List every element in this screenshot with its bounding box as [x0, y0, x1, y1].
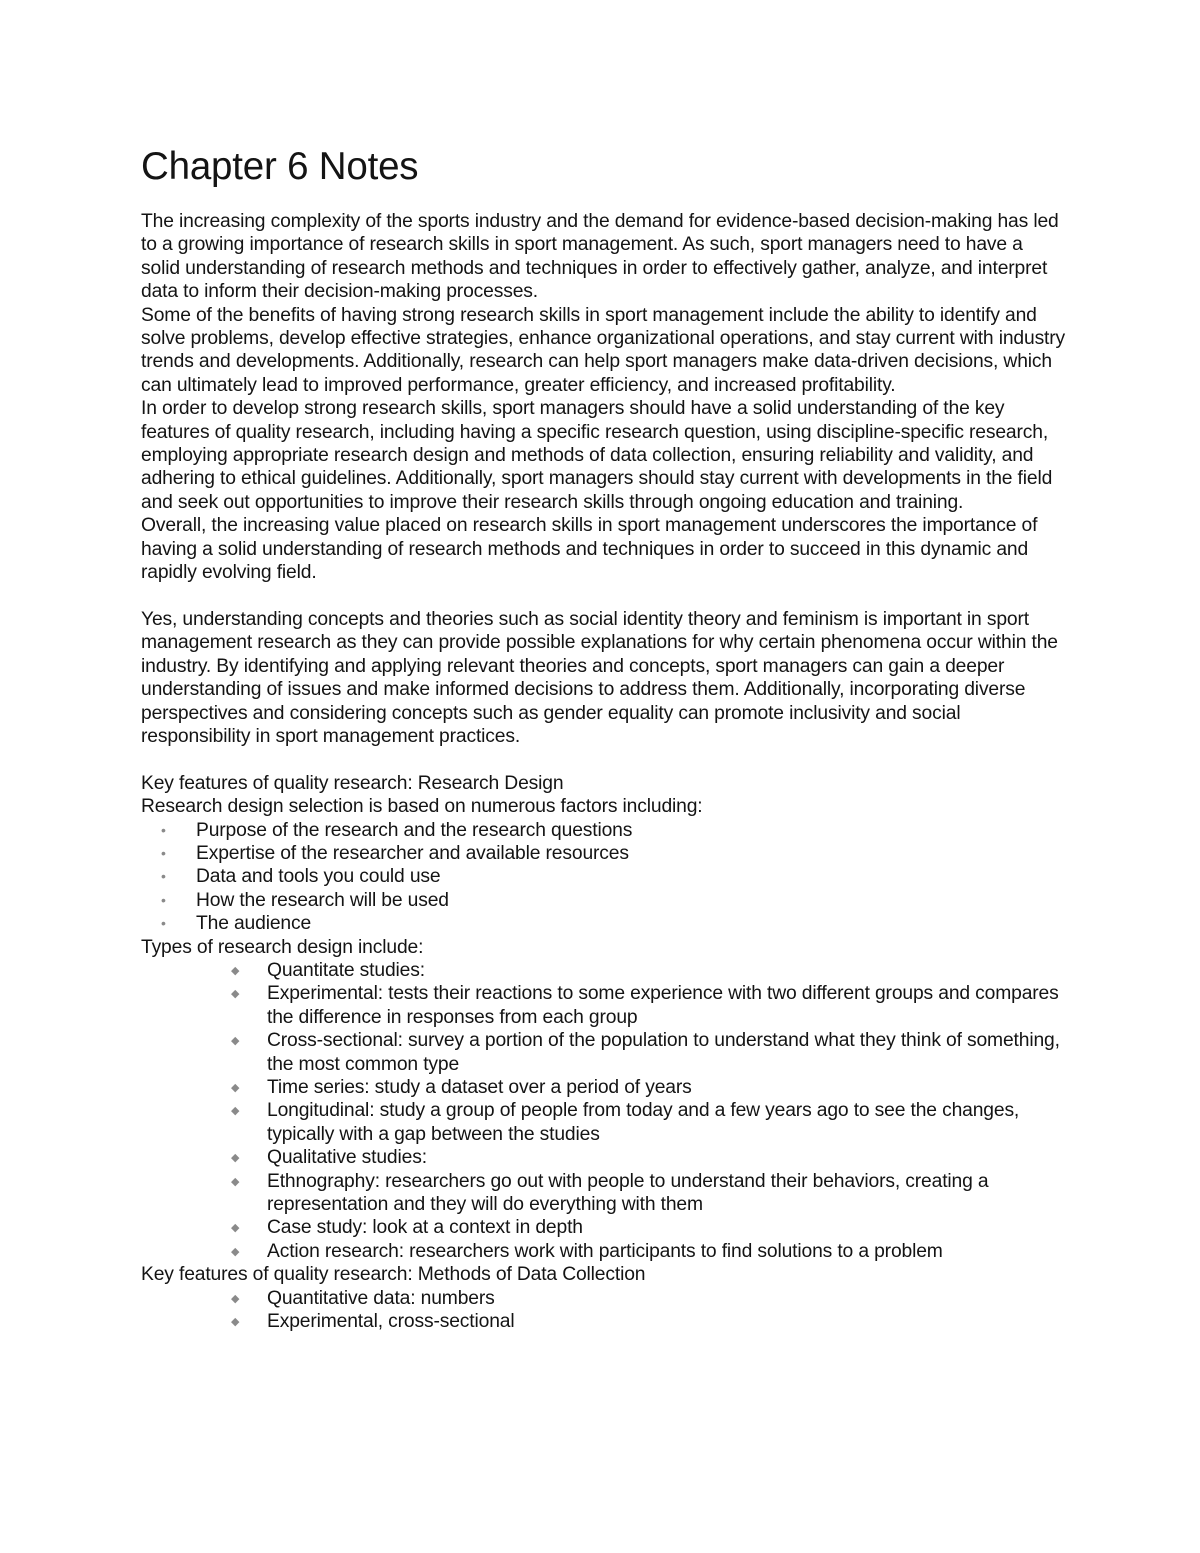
- factors-list: [141, 819, 1066, 936]
- bullet-icon: ◆: [231, 1316, 240, 1329]
- bullet-icon: •: [161, 915, 166, 932]
- list-item: ◆ Action research: researchers work with participants to find solutions to a problem: [141, 1240, 1066, 1263]
- bullet-icon: ◆: [231, 1222, 240, 1235]
- bullet-icon: ◆: [231, 1292, 240, 1305]
- bullet-icon: •: [161, 844, 166, 861]
- types-list: [141, 959, 1066, 1263]
- list-item: ◆ Ethnography: researchers go out with people to understand their behaviors, creating a representation and they will do everything with them: [231, 1170, 989, 1216]
- list-item: • Data and tools you could use: [161, 866, 441, 888]
- paragraph-intro: The increasing complexity of the sports industry and the demand for evidence-based decision-making has led to a growing importance of research skills in sport management. As such, sport managers need to have a solid understanding of research methods and techniques in order to effectively gather, analyze, and interpret data to inform their decision-making processes.: [141, 211, 1059, 303]
- research-design-intro: Research design selection is based on numerous factors including:: [141, 796, 703, 818]
- list-item: ◆ Experimental: tests their reactions to some experience with two different groups and compares the difference in responses from each group: [231, 983, 1059, 1028]
- list-item: ◆ Quantitate studies:: [141, 959, 1066, 982]
- bullet-icon: •: [161, 821, 166, 838]
- list-item: ◆ Quantitative data: numbers: [141, 1287, 1066, 1310]
- bullet-icon: ◆: [231, 988, 240, 1001]
- types-intro: Types of research design include:: [141, 936, 424, 958]
- bullet-icon: ◆: [231, 1152, 240, 1165]
- list-item: • How the research will be used: [161, 889, 449, 911]
- section-heading-data-collection: Key features of quality research: Methods of Data Collection: [141, 1264, 646, 1286]
- paragraph-develop-skills: In order to develop strong research skills, sport managers should have a solid understanding of the key features of quality research, including having a specific research question, using discipline-specific research, employing appropriate research design and methods of data collection, ensuring reliability and validity, and adhering to ethical guidelines. Additionally, sport managers should stay current with developments in the field and seek out opportunities to improve their research skills through ongoing education and training.: [141, 398, 1053, 513]
- bullet-icon: •: [161, 891, 166, 908]
- paragraph-theories: Yes, understanding concepts and theories such as social identity theory and feminism is important in sport management research as they can provide possible explanations for why certain phenomena occur within the industry. By identifying and applying relevant theories and concepts, sport managers can gain a deeper understanding of issues and make informed decisions to address them. Additionally, incorporating diverse perspectives and considering concepts such as gender equality can promote inclusivity and social responsibility in sport management practices.: [141, 608, 1058, 747]
- list-item: • Purpose of the research and the research questions: [161, 819, 633, 841]
- bullet-icon: ◆: [231, 1175, 240, 1188]
- list-item: ◆ Time series: study a dataset over a period of years: [141, 1076, 1066, 1099]
- page-title: Chapter 6 Notes: [141, 145, 419, 188]
- bullet-icon: ◆: [231, 1035, 240, 1048]
- list-item: • Expertise of the researcher and available resources: [161, 842, 629, 864]
- paragraph-benefits: Some of the benefits of having strong research skills in sport management include the ability to identify and solve problems, develop effective strategies, enhance organizational operations, and stay current with industry trends and developments. Additionally, research can help sport managers make data-driven decisions, which can ultimately lead to improved performance, greater efficiency, and increased profitability.: [141, 304, 1066, 396]
- list-item: ◆ Cross-sectional: survey a portion of the population to understand what they think of something, the most common type: [231, 1030, 1060, 1075]
- blank-line: [141, 748, 1066, 771]
- list-item: ◆ Experimental, cross-sectional: [141, 1310, 1066, 1333]
- document-page: [141, 144, 1066, 1333]
- list-item: ◆ Longitudinal: study a group of people from today and a few years ago to see the changes, typically with a gap between the studies: [231, 1100, 1020, 1145]
- bullet-icon: •: [161, 868, 166, 885]
- data-collection-list: [141, 1287, 1066, 1334]
- bullet-icon: ◆: [231, 964, 240, 977]
- paragraph-overall: Overall, the increasing value placed on research skills in sport management underscores the importance of having a solid understanding of research methods and techniques in order to succeed in this dynamic and rapidly evolving field.: [141, 515, 1038, 584]
- bullet-icon: ◆: [231, 1082, 240, 1094]
- list-item: ◆ Qualitative studies:: [141, 1146, 1066, 1169]
- bullet-icon: ◆: [231, 1105, 240, 1118]
- bullet-icon: ◆: [231, 1245, 240, 1258]
- section-heading-research-design: Key features of quality research: Research Design: [141, 772, 564, 794]
- list-item: ◆ Case study: look at a context in depth: [141, 1216, 1066, 1239]
- list-item: • The audience: [161, 913, 312, 935]
- blank-line: [141, 585, 1066, 608]
